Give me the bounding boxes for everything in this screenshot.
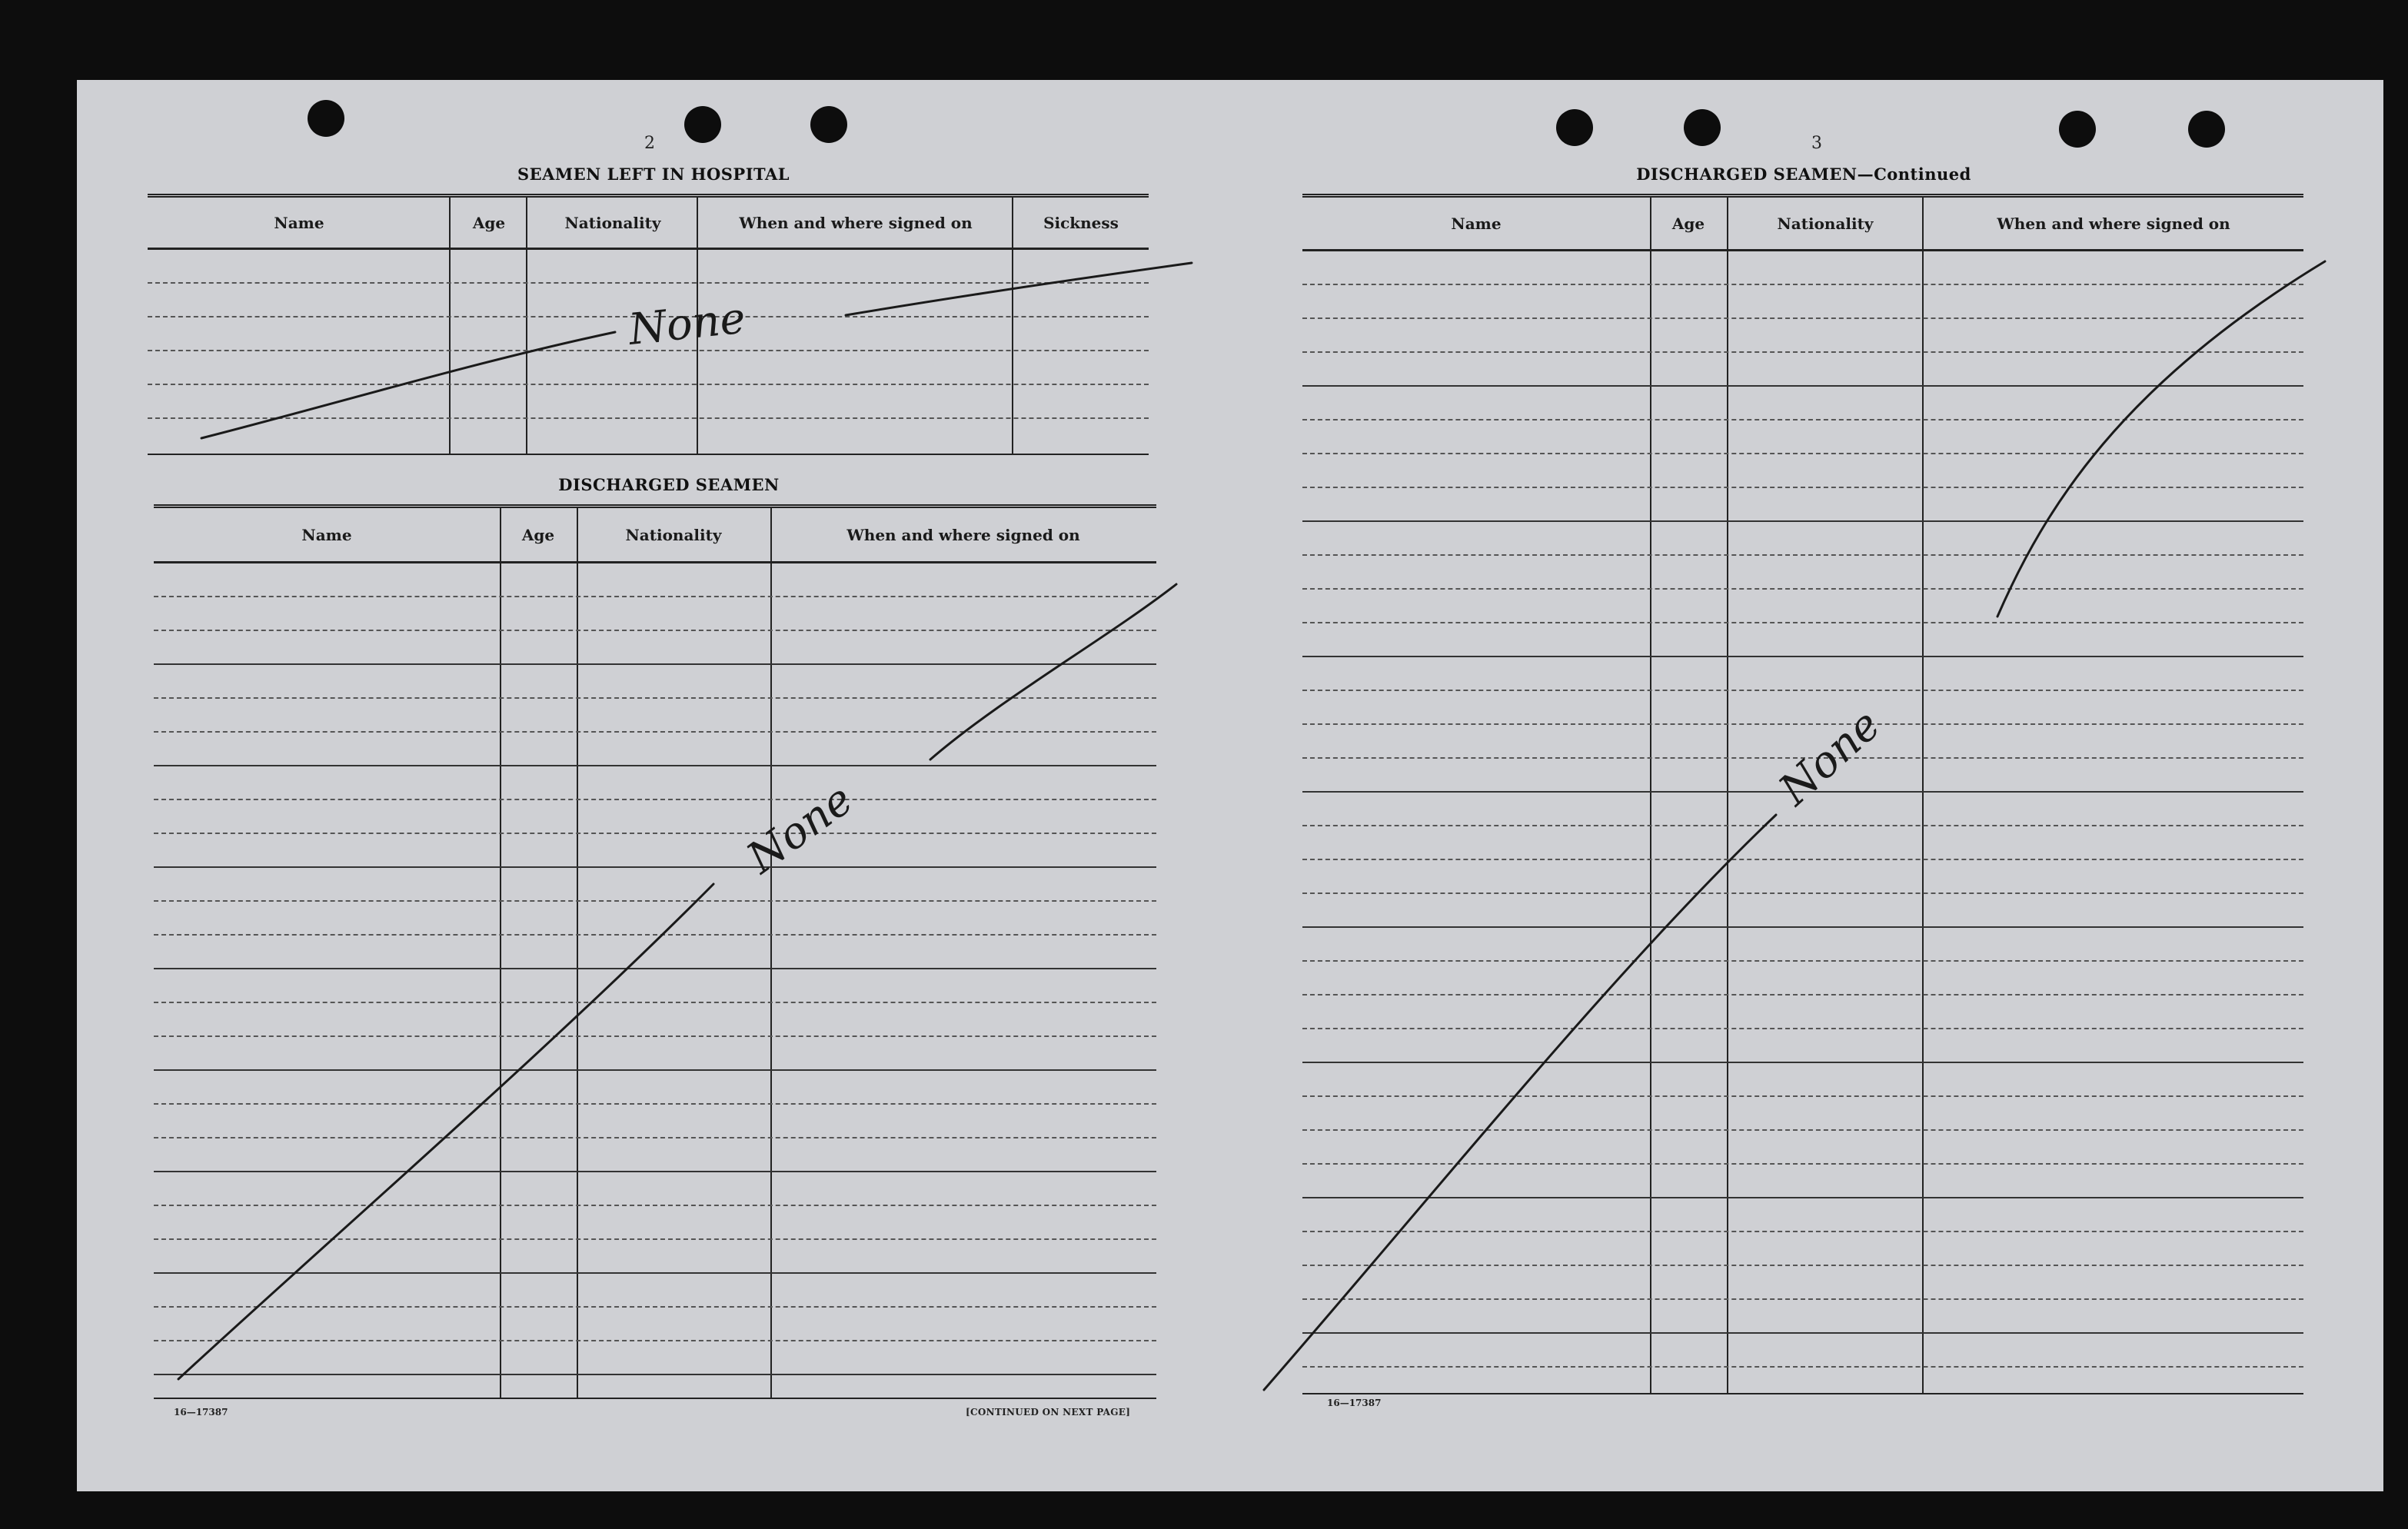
col-header-name: Name bbox=[301, 525, 352, 544]
handwritten-none-hospital: None bbox=[626, 293, 748, 355]
col-header-signed-on: When and where signed on bbox=[739, 213, 973, 232]
continued-strike-line bbox=[1264, 815, 1776, 1390]
discharged-title: DISCHARGED SEAMEN bbox=[558, 475, 780, 494]
discharged-strike-line bbox=[930, 584, 1176, 760]
form-code-right: 16—17387 bbox=[1327, 1398, 1382, 1408]
col-header-nationality: Nationality bbox=[625, 525, 722, 544]
handwritten-none-continued: None bbox=[1769, 700, 1891, 816]
page-number-left: 2 bbox=[644, 134, 655, 153]
col-header-sickness: Sickness bbox=[1043, 213, 1119, 232]
hospital-title: SEAMEN LEFT IN HOSPITAL bbox=[517, 165, 790, 184]
hospital-strike-line bbox=[201, 332, 615, 438]
col-header-name: Name bbox=[1451, 214, 1502, 233]
handwritten-none-discharged: None bbox=[738, 774, 863, 884]
col-header-age: Age bbox=[521, 525, 555, 544]
col-header-age: Age bbox=[1671, 214, 1705, 233]
col-header-age: Age bbox=[472, 213, 506, 232]
continued-note: [CONTINUED ON NEXT PAGE] bbox=[966, 1407, 1131, 1418]
discharged-continued-title: DISCHARGED SEAMEN—Continued bbox=[1636, 165, 1971, 184]
form-code-left: 16—17387 bbox=[174, 1407, 228, 1418]
col-header-signed-on: When and where signed on bbox=[846, 525, 1080, 544]
col-header-nationality: Nationality bbox=[1777, 214, 1874, 233]
page-number-right: 3 bbox=[1811, 134, 1822, 153]
discharged-strike-line bbox=[178, 884, 713, 1379]
col-header-signed-on: When and where signed on bbox=[1997, 214, 2230, 233]
col-header-nationality: Nationality bbox=[564, 213, 661, 232]
col-header-name: Name bbox=[274, 213, 324, 232]
continued-strike-line bbox=[1997, 261, 2325, 617]
hospital-strike-line bbox=[846, 263, 1192, 315]
